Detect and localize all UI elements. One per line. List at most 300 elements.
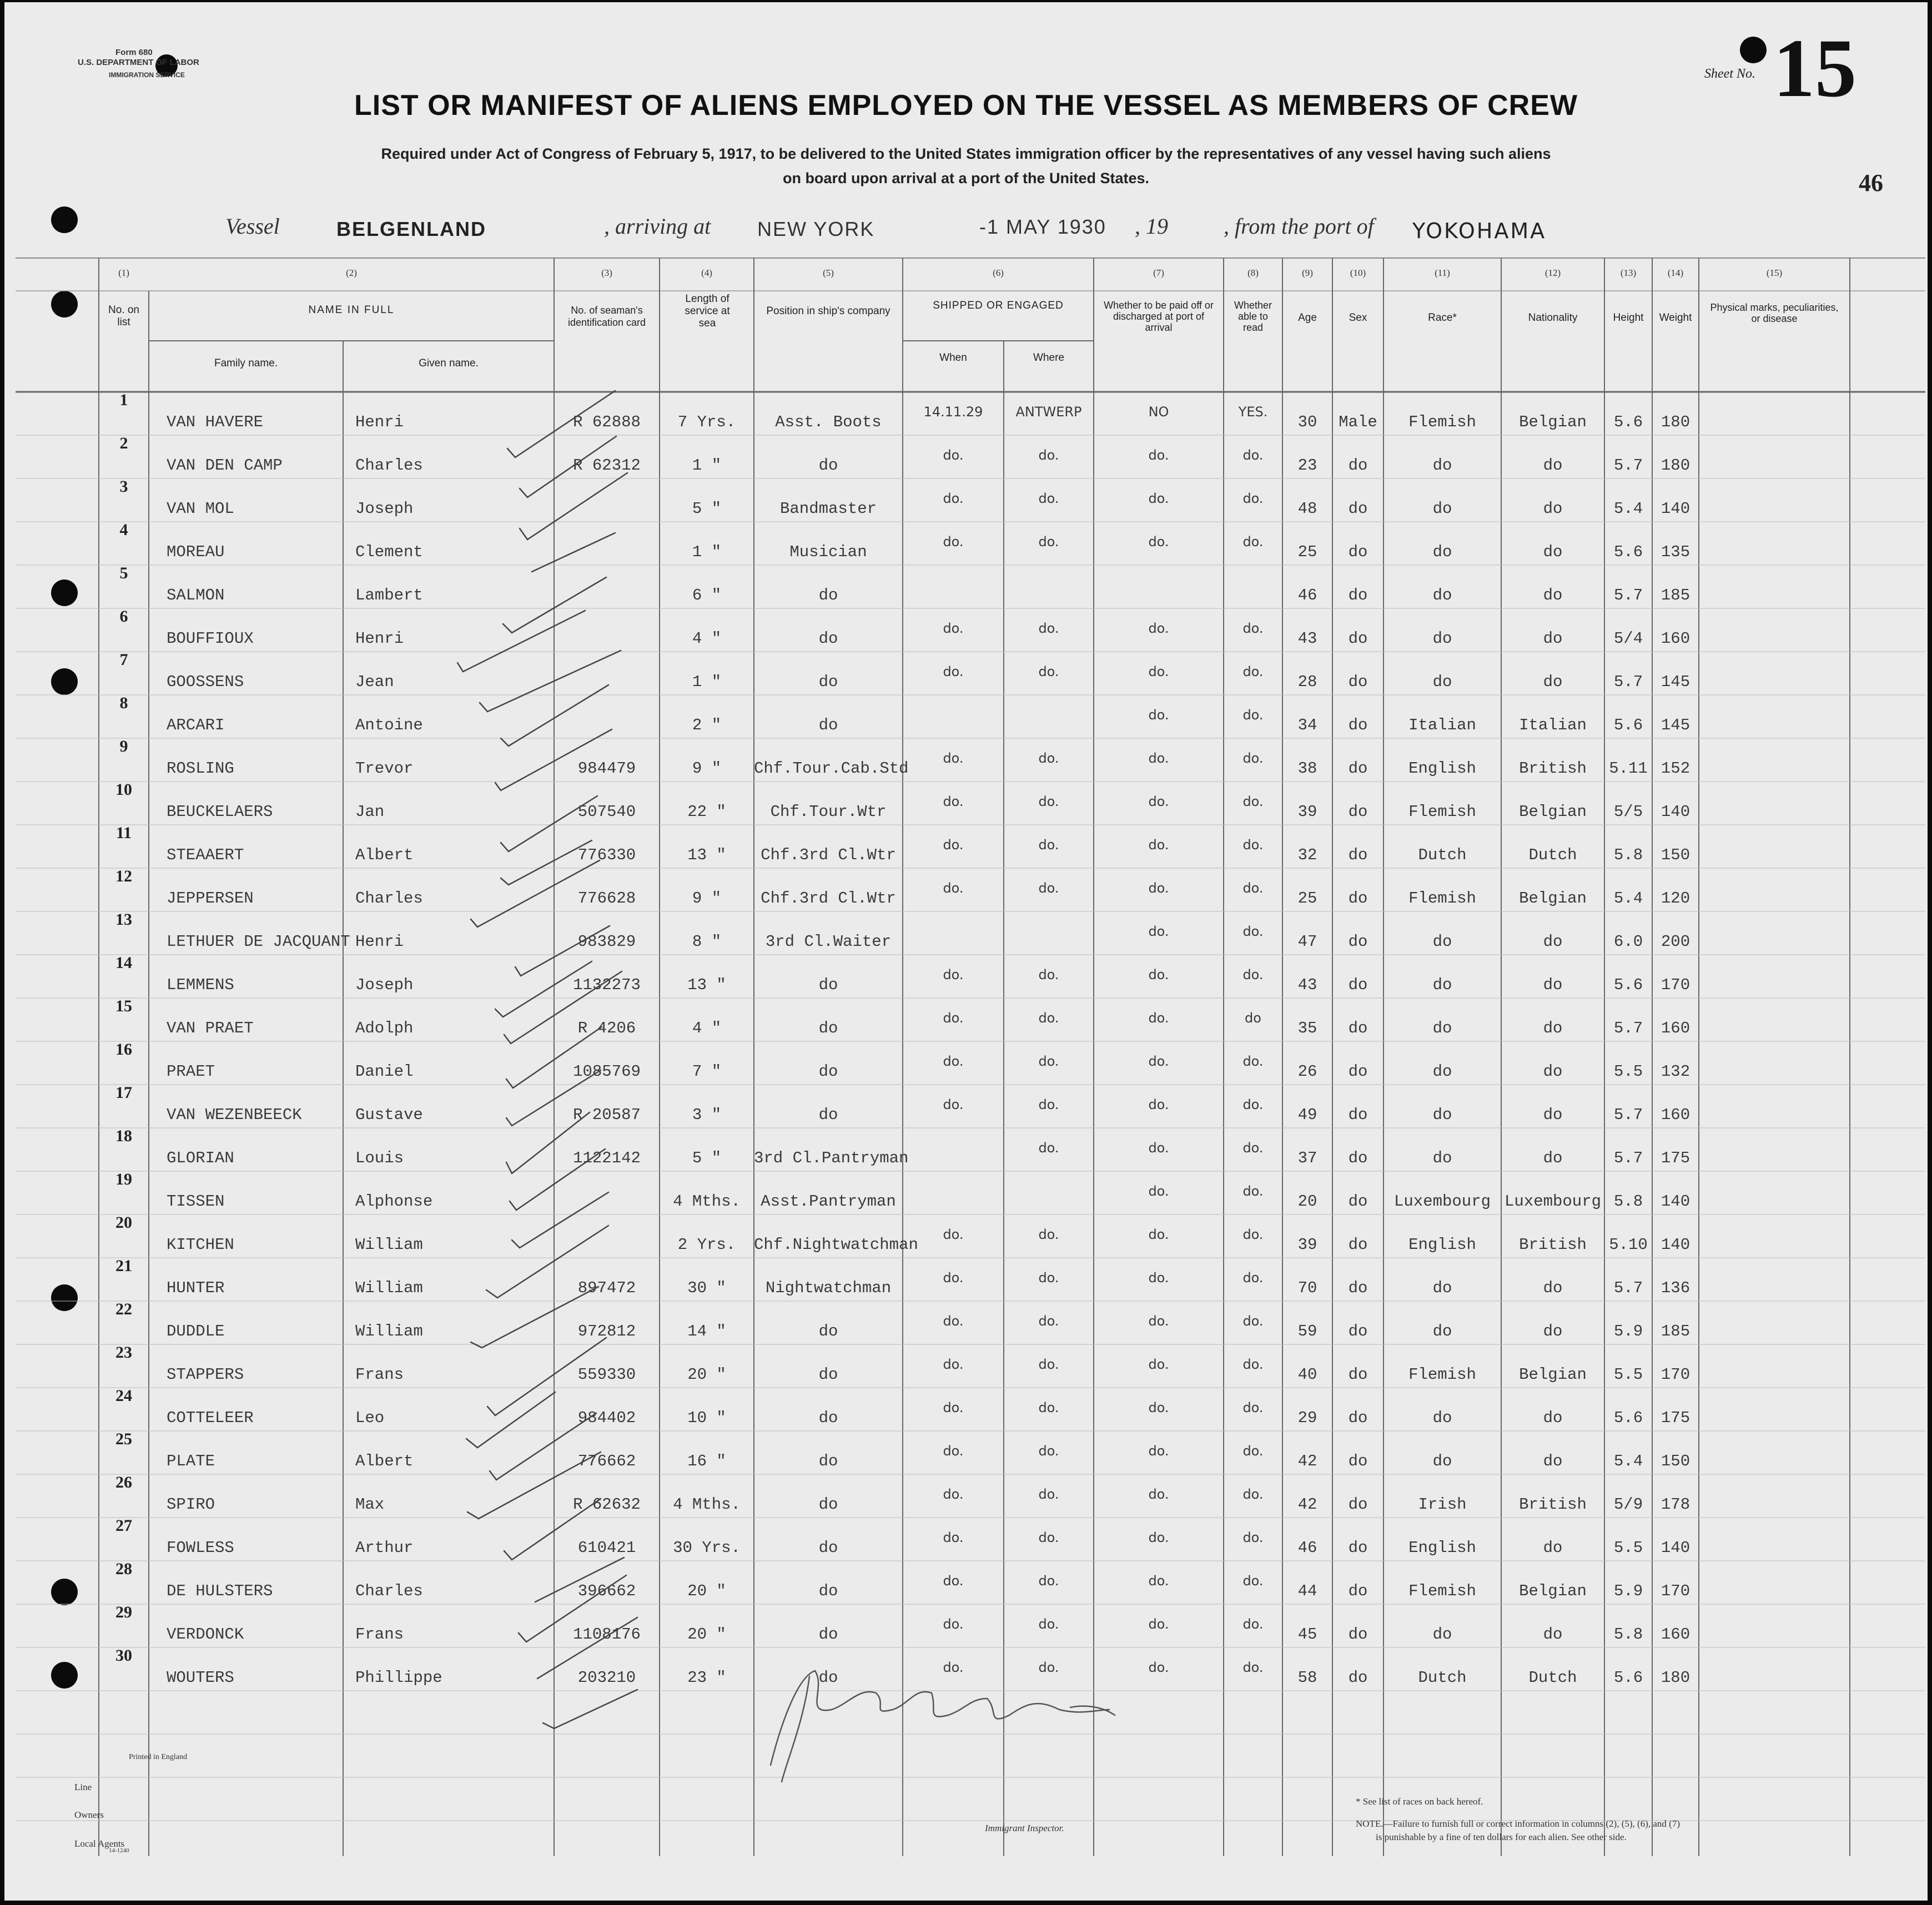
race: Flemish bbox=[1408, 413, 1476, 431]
paid-off: do. bbox=[1148, 924, 1169, 939]
shipped-where: do. bbox=[1038, 1270, 1059, 1286]
family-name: VAN HAVERE bbox=[167, 413, 264, 431]
weight: 175 bbox=[1661, 1409, 1690, 1427]
col-number: (8) bbox=[1247, 268, 1259, 278]
shipped-when: do. bbox=[943, 750, 964, 766]
sex: do bbox=[1348, 1365, 1368, 1384]
penalty-note-2: is punishable by a fine of ten dollars for each alien. See other side. bbox=[1376, 1832, 1627, 1842]
shipped-when: do. bbox=[943, 1530, 964, 1545]
sex: do bbox=[1348, 933, 1368, 951]
length-of-service: 2 Yrs. bbox=[677, 1236, 736, 1254]
nationality: British bbox=[1519, 1495, 1587, 1514]
nationality: do bbox=[1543, 1149, 1563, 1167]
length-of-service: 4 " bbox=[692, 629, 722, 648]
col-number: (12) bbox=[1544, 268, 1561, 278]
nationality: British bbox=[1519, 1236, 1587, 1254]
weight: 140 bbox=[1661, 1192, 1690, 1211]
height: 5.4 bbox=[1613, 500, 1643, 518]
weight: 140 bbox=[1661, 803, 1690, 821]
able-to-read: do. bbox=[1242, 664, 1264, 679]
header-sex: Sex bbox=[1349, 312, 1367, 324]
race: do bbox=[1432, 1409, 1452, 1427]
age: 20 bbox=[1297, 1192, 1317, 1211]
position: 3rd Cl.Pantryman bbox=[754, 1149, 909, 1167]
race: Flemish bbox=[1408, 1365, 1476, 1384]
height: 5.7 bbox=[1613, 1279, 1643, 1297]
sex: do bbox=[1348, 1452, 1368, 1470]
header-id-card: No. of seaman's identification card bbox=[567, 305, 646, 328]
age: 46 bbox=[1297, 1539, 1317, 1557]
shipped-when: do. bbox=[943, 1270, 964, 1286]
paid-off: do. bbox=[1148, 1573, 1169, 1589]
family-name: VERDONCK bbox=[167, 1625, 244, 1644]
position: do bbox=[818, 1106, 838, 1124]
length-of-service: 10 " bbox=[687, 1409, 726, 1427]
col-number: (1) bbox=[118, 268, 129, 278]
weight: 140 bbox=[1661, 1236, 1690, 1254]
sex: do bbox=[1348, 1539, 1368, 1557]
weight: 170 bbox=[1661, 976, 1690, 994]
paid-off: do. bbox=[1148, 1010, 1169, 1026]
shipped-when: do. bbox=[943, 1227, 964, 1242]
able-to-read: do. bbox=[1242, 880, 1264, 896]
sex: do bbox=[1348, 846, 1368, 864]
length-of-service: 4 Mths. bbox=[673, 1495, 741, 1514]
height: 5.7 bbox=[1613, 1019, 1643, 1037]
family-name: LETHUER DE JACQUANT bbox=[167, 933, 350, 951]
sex: do bbox=[1348, 456, 1368, 475]
family-name: ROSLING bbox=[167, 759, 234, 778]
height: 5.6 bbox=[1613, 716, 1643, 734]
given-name: Frans bbox=[355, 1625, 404, 1644]
shipped-where: do. bbox=[1038, 621, 1059, 636]
position: do bbox=[818, 1625, 838, 1644]
id-card-number: 203210 bbox=[577, 1669, 636, 1687]
family-name: GOOSSENS bbox=[167, 673, 244, 691]
nationality: do bbox=[1543, 1409, 1563, 1427]
family-name: GLORIAN bbox=[167, 1149, 234, 1167]
sex: do bbox=[1348, 803, 1368, 821]
height: 5.9 bbox=[1613, 1322, 1643, 1340]
family-name: SALMON bbox=[167, 586, 225, 604]
age: 28 bbox=[1297, 673, 1317, 691]
sex: do bbox=[1348, 1106, 1368, 1124]
subtitle-line-2: on board upon arrival at a port of the United States. bbox=[782, 170, 1150, 187]
given-name: William bbox=[355, 1236, 423, 1254]
vessel-label: Vessel bbox=[225, 214, 280, 239]
shipped-where: do. bbox=[1038, 1227, 1059, 1242]
race: do bbox=[1432, 456, 1452, 475]
row-number: 4 bbox=[119, 521, 128, 539]
shipped-where: do. bbox=[1038, 880, 1059, 896]
printed-in: Printed in England bbox=[129, 1753, 187, 1761]
position: do bbox=[818, 1409, 838, 1427]
id-card-number: 984479 bbox=[577, 759, 636, 778]
weight: 180 bbox=[1661, 413, 1690, 431]
age: 42 bbox=[1297, 1495, 1317, 1514]
family-name: BEUCKELAERS bbox=[167, 803, 273, 821]
row-number: 7 bbox=[119, 651, 128, 669]
position: do bbox=[818, 629, 838, 648]
header-nationality: Nationality bbox=[1528, 312, 1578, 324]
length-of-service: 13 " bbox=[687, 976, 726, 994]
shipped-where: do. bbox=[1038, 1400, 1059, 1415]
able-to-read: do. bbox=[1242, 837, 1264, 853]
position: Asst.Pantryman bbox=[761, 1192, 896, 1211]
height: 5/5 bbox=[1613, 803, 1643, 821]
shipped-when: do. bbox=[943, 1313, 964, 1329]
shipped-where: do. bbox=[1038, 1054, 1059, 1069]
age: 39 bbox=[1297, 803, 1317, 821]
shipped-where: do. bbox=[1038, 967, 1059, 982]
race: Dutch bbox=[1418, 1669, 1467, 1687]
nationality: Belgian bbox=[1519, 1365, 1587, 1384]
header-paid-off: Whether to be paid off or discharged at port of arrival bbox=[1104, 300, 1214, 333]
sex: do bbox=[1348, 1582, 1368, 1600]
given-name: Henri bbox=[355, 933, 404, 951]
age: 49 bbox=[1297, 1106, 1317, 1124]
shipped-where: ANTWERP bbox=[1015, 404, 1082, 420]
length-of-service: 14 " bbox=[687, 1322, 726, 1340]
col-number: (6) bbox=[993, 268, 1004, 278]
sex: do bbox=[1348, 629, 1368, 648]
sex: do bbox=[1348, 586, 1368, 604]
row-number: 21 bbox=[115, 1257, 132, 1275]
age: 59 bbox=[1297, 1322, 1317, 1340]
family-name: VAN WEZENBEECK bbox=[167, 1106, 302, 1124]
col-number: (5) bbox=[823, 268, 834, 278]
nationality: do bbox=[1543, 1062, 1563, 1081]
position: do bbox=[818, 1495, 838, 1514]
height: 5.7 bbox=[1613, 586, 1643, 604]
length-of-service: 30 Yrs. bbox=[673, 1539, 741, 1557]
age: 37 bbox=[1297, 1149, 1317, 1167]
position: Musician bbox=[789, 543, 867, 561]
paid-off: do. bbox=[1148, 707, 1169, 723]
weight: 160 bbox=[1661, 1625, 1690, 1644]
given-name: Phillippe bbox=[355, 1669, 442, 1687]
position: do bbox=[818, 1322, 838, 1340]
given-name: Jean bbox=[355, 673, 394, 691]
able-to-read: do. bbox=[1242, 491, 1264, 506]
able-to-read: do. bbox=[1242, 1660, 1264, 1675]
sex: do bbox=[1348, 1062, 1368, 1081]
race: do bbox=[1432, 1279, 1452, 1297]
paid-off: do. bbox=[1148, 1140, 1169, 1156]
sex: do bbox=[1348, 976, 1368, 994]
race: Dutch bbox=[1418, 846, 1467, 864]
position: Chf.Tour.Cab.Std bbox=[754, 759, 909, 778]
weight: 170 bbox=[1661, 1582, 1690, 1600]
row-number: 8 bbox=[119, 694, 128, 712]
family-name: SPIRO bbox=[167, 1495, 215, 1514]
race: do bbox=[1432, 543, 1452, 561]
race: do bbox=[1432, 976, 1452, 994]
position: do bbox=[818, 976, 838, 994]
nationality: do bbox=[1543, 456, 1563, 475]
height: 5.7 bbox=[1613, 1106, 1643, 1124]
family-name: DUDDLE bbox=[167, 1322, 225, 1340]
paid-off: do. bbox=[1148, 1357, 1169, 1372]
length-of-service: 9 " bbox=[692, 889, 722, 908]
id-card-number: 396662 bbox=[577, 1582, 636, 1600]
id-card-number: 1085769 bbox=[573, 1062, 641, 1081]
given-name: Henri bbox=[355, 629, 404, 648]
family-name: JEPPERSEN bbox=[167, 889, 254, 908]
nationality: do bbox=[1543, 1279, 1563, 1297]
position: do bbox=[818, 1539, 838, 1557]
age: 45 bbox=[1297, 1625, 1317, 1644]
given-name: William bbox=[355, 1279, 423, 1297]
height: 5.8 bbox=[1613, 846, 1643, 864]
id-card-number: 1132273 bbox=[573, 976, 641, 994]
able-to-read: do. bbox=[1242, 1486, 1264, 1502]
age: 30 bbox=[1297, 413, 1317, 431]
family-name: KITCHEN bbox=[167, 1236, 234, 1254]
able-to-read: do. bbox=[1242, 967, 1264, 982]
length-of-service: 20 " bbox=[687, 1365, 726, 1384]
row-number: 2 bbox=[119, 434, 128, 452]
length-of-service: 2 " bbox=[692, 716, 722, 734]
weight: 170 bbox=[1661, 1365, 1690, 1384]
paid-off: do. bbox=[1148, 750, 1169, 766]
age: 35 bbox=[1297, 1019, 1317, 1037]
age: 43 bbox=[1297, 629, 1317, 648]
shipped-where: do. bbox=[1038, 447, 1059, 463]
family-name: VAN MOL bbox=[167, 500, 234, 518]
row-number: 10 bbox=[115, 780, 132, 799]
able-to-read: do bbox=[1245, 1010, 1261, 1026]
length-of-service: 23 " bbox=[687, 1669, 726, 1687]
family-name: PRAET bbox=[167, 1062, 215, 1081]
given-name: Daniel bbox=[355, 1062, 414, 1081]
weight: 178 bbox=[1661, 1495, 1690, 1514]
family-name: ARCARI bbox=[167, 716, 225, 734]
sex: do bbox=[1348, 1669, 1368, 1687]
shipped-where: do. bbox=[1038, 837, 1059, 853]
length-of-service: 9 " bbox=[692, 759, 722, 778]
age: 46 bbox=[1297, 586, 1317, 604]
col-number: (14) bbox=[1667, 268, 1684, 278]
row-number: 6 bbox=[119, 607, 128, 626]
age: 38 bbox=[1297, 759, 1317, 778]
sex: do bbox=[1348, 1019, 1368, 1037]
weight: 180 bbox=[1661, 1669, 1690, 1687]
weight: 160 bbox=[1661, 1019, 1690, 1037]
race: do bbox=[1432, 1106, 1452, 1124]
weight: 160 bbox=[1661, 629, 1690, 648]
row-number: 1 bbox=[119, 391, 128, 409]
nationality: do bbox=[1543, 976, 1563, 994]
nationality: do bbox=[1543, 586, 1563, 604]
height: 5.6 bbox=[1613, 976, 1643, 994]
position: do bbox=[818, 456, 838, 475]
sex: do bbox=[1348, 1625, 1368, 1644]
position: Bandmaster bbox=[779, 500, 877, 518]
shipped-where: do. bbox=[1038, 1357, 1059, 1372]
family-name: TISSEN bbox=[167, 1192, 225, 1211]
line-label: Line bbox=[74, 1782, 92, 1792]
height: 5.4 bbox=[1613, 889, 1643, 908]
given-name: Gustave bbox=[355, 1106, 423, 1124]
given-name: Charles bbox=[355, 889, 423, 908]
given-name: Arthur bbox=[355, 1539, 414, 1557]
id-card-number: 1108176 bbox=[573, 1625, 641, 1644]
page-title: LIST OR MANIFEST OF ALIENS EMPLOYED ON THE VESSEL AS MEMBERS OF CREW bbox=[354, 89, 1578, 122]
age: 25 bbox=[1297, 889, 1317, 908]
shipped-where: do. bbox=[1038, 794, 1059, 809]
able-to-read: do. bbox=[1242, 447, 1264, 463]
race: Flemish bbox=[1408, 1582, 1476, 1600]
able-to-read: do. bbox=[1242, 1140, 1264, 1156]
family-name: DE HULSTERS bbox=[167, 1582, 273, 1600]
id-card-number: 1122142 bbox=[573, 1149, 641, 1167]
age: 70 bbox=[1297, 1279, 1317, 1297]
able-to-read: do. bbox=[1242, 1400, 1264, 1415]
able-to-read: do. bbox=[1242, 1097, 1264, 1112]
nationality: do bbox=[1543, 1625, 1563, 1644]
race-note: * See list of races on back hereof. bbox=[1356, 1796, 1483, 1807]
able-to-read: do. bbox=[1242, 1054, 1264, 1069]
sex: do bbox=[1348, 759, 1368, 778]
paid-off: do. bbox=[1148, 664, 1169, 679]
sex: do bbox=[1348, 889, 1368, 908]
length-of-service: 22 " bbox=[687, 803, 726, 821]
age: 25 bbox=[1297, 543, 1317, 561]
row-number: 14 bbox=[115, 954, 132, 972]
shipped-when: do. bbox=[943, 837, 964, 853]
sheet-label: Sheet No. bbox=[1704, 67, 1755, 81]
row-number: 9 bbox=[119, 737, 128, 755]
position: do bbox=[818, 586, 838, 604]
length-of-service: 3 " bbox=[692, 1106, 722, 1124]
weight: 185 bbox=[1661, 1322, 1690, 1340]
length-of-service: 4 " bbox=[692, 1019, 722, 1037]
length-of-service: 4 Mths. bbox=[673, 1192, 741, 1211]
position: Chf.Tour.Wtr bbox=[770, 803, 887, 821]
race: do bbox=[1432, 629, 1452, 648]
paid-off: do. bbox=[1148, 1097, 1169, 1112]
shipped-when: 14.11.29 bbox=[923, 404, 983, 420]
paid-off: do. bbox=[1148, 1054, 1169, 1069]
race: English bbox=[1408, 759, 1476, 778]
shipped-when: do. bbox=[943, 621, 964, 636]
position: Asst. Boots bbox=[775, 413, 882, 431]
weight: 175 bbox=[1661, 1149, 1690, 1167]
header-where: Where bbox=[1033, 352, 1064, 364]
height: 5.7 bbox=[1613, 1149, 1643, 1167]
row-number: 29 bbox=[115, 1603, 132, 1621]
given-name: Henri bbox=[355, 413, 404, 431]
able-to-read: do. bbox=[1242, 707, 1264, 723]
sex: do bbox=[1348, 1192, 1368, 1211]
nationality: British bbox=[1519, 759, 1587, 778]
header-length-service: Length of service at sea bbox=[685, 293, 730, 329]
weight: 200 bbox=[1661, 933, 1690, 951]
able-to-read: YES. bbox=[1238, 404, 1268, 420]
from-label: , from the port of bbox=[1224, 214, 1374, 239]
family-name: LEMMENS bbox=[167, 976, 234, 994]
row-number: 26 bbox=[115, 1473, 132, 1491]
length-of-service: 16 " bbox=[687, 1452, 726, 1470]
age: 48 bbox=[1297, 500, 1317, 518]
age: 47 bbox=[1297, 933, 1317, 951]
vessel-name: BELGENLAND bbox=[336, 218, 486, 240]
weight: 140 bbox=[1661, 500, 1690, 518]
row-number: 15 bbox=[115, 997, 132, 1015]
id-card-number: 776662 bbox=[577, 1452, 636, 1470]
race: Irish bbox=[1418, 1495, 1467, 1514]
age: 44 bbox=[1297, 1582, 1317, 1600]
height: 5.7 bbox=[1613, 673, 1643, 691]
id-card-number: 610421 bbox=[577, 1539, 636, 1557]
race: do bbox=[1432, 1019, 1452, 1037]
length-of-service: 7 " bbox=[692, 1062, 722, 1081]
nationality: Belgian bbox=[1519, 803, 1587, 821]
length-of-service: 5 " bbox=[692, 500, 722, 518]
id-card-number: R 62632 bbox=[573, 1495, 641, 1514]
weight: 145 bbox=[1661, 673, 1690, 691]
given-name: William bbox=[355, 1322, 423, 1340]
col-number: (9) bbox=[1302, 268, 1313, 278]
paid-off: do. bbox=[1148, 1183, 1169, 1199]
weight: 152 bbox=[1661, 759, 1690, 778]
nationality: Luxembourg bbox=[1504, 1192, 1602, 1211]
col-number: (15) bbox=[1766, 268, 1783, 278]
row-number: 18 bbox=[115, 1127, 132, 1145]
nationality: do bbox=[1543, 543, 1563, 561]
row-number: 25 bbox=[115, 1430, 132, 1448]
able-to-read: do. bbox=[1242, 1183, 1264, 1199]
paid-off: do. bbox=[1148, 1270, 1169, 1286]
length-of-service: 7 Yrs. bbox=[677, 413, 736, 431]
race: do bbox=[1432, 586, 1452, 604]
length-of-service: 1 " bbox=[692, 543, 722, 561]
weight: 135 bbox=[1661, 543, 1690, 561]
nationality: do bbox=[1543, 1322, 1563, 1340]
id-card-number: 983829 bbox=[577, 933, 636, 951]
id-card-number: 984402 bbox=[577, 1409, 636, 1427]
shipped-when: do. bbox=[943, 880, 964, 896]
col-number: (13) bbox=[1620, 268, 1637, 278]
paid-off: do. bbox=[1148, 1443, 1169, 1459]
sex: do bbox=[1348, 1236, 1368, 1254]
shipped-when: do. bbox=[943, 491, 964, 506]
weight: 136 bbox=[1661, 1279, 1690, 1297]
height: 5.10 bbox=[1609, 1236, 1648, 1254]
col-number: (7) bbox=[1153, 268, 1164, 278]
weight: 132 bbox=[1661, 1062, 1690, 1081]
sex: do bbox=[1348, 500, 1368, 518]
nationality: do bbox=[1543, 1452, 1563, 1470]
header-physical: Physical marks, peculiarities, or disease bbox=[1710, 302, 1839, 324]
family-name: BOUFFIOUX bbox=[167, 629, 254, 648]
paid-off: do. bbox=[1148, 1660, 1169, 1675]
family-name: PLATE bbox=[167, 1452, 215, 1470]
nationality: do bbox=[1543, 500, 1563, 518]
shipped-when: do. bbox=[943, 794, 964, 809]
given-name: Antoine bbox=[355, 716, 423, 734]
height: 5.5 bbox=[1613, 1062, 1643, 1081]
header-age: Age bbox=[1298, 312, 1317, 324]
header-given-name: Given name. bbox=[419, 357, 479, 369]
inspector-signature bbox=[748, 1654, 1137, 1787]
position: do bbox=[818, 1669, 838, 1687]
col-number: (2) bbox=[346, 268, 357, 278]
shipped-when: do. bbox=[943, 1573, 964, 1589]
age: 23 bbox=[1297, 456, 1317, 475]
nationality: do bbox=[1543, 1019, 1563, 1037]
